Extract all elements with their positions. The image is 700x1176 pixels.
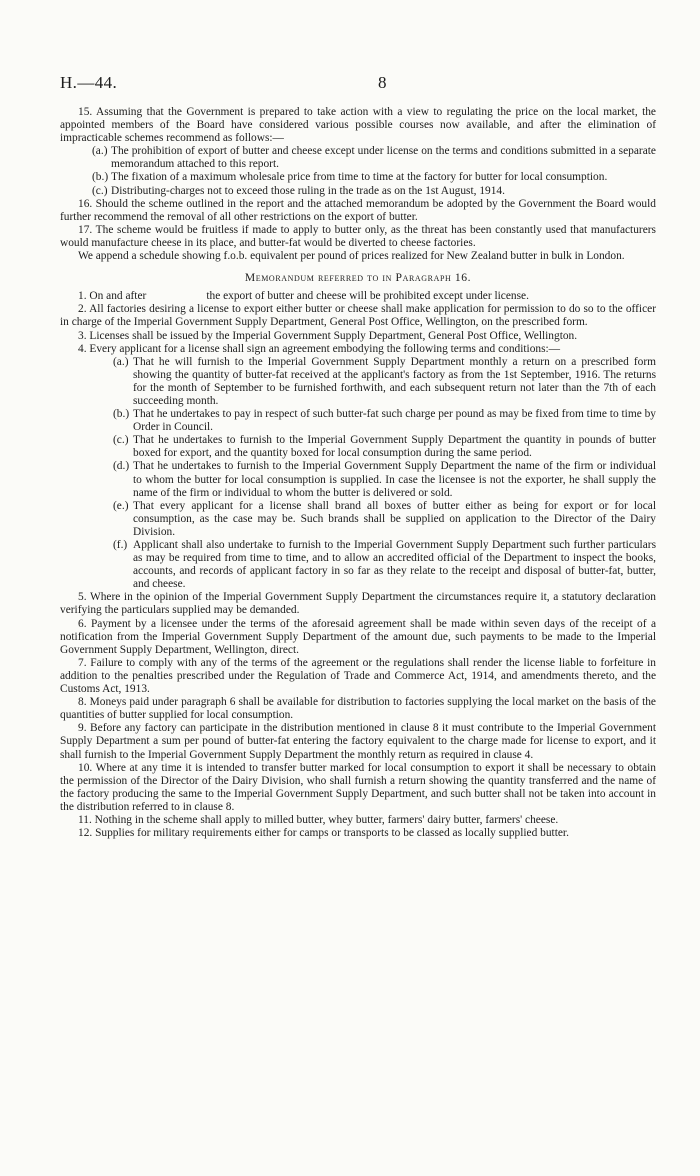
- memo-paragraph-9: 9. Before any factory can participate in the distribution mentioned in clause 8 it must contribute to the Imperial Government Supply Department a sum per pound of butter-fat entering the factory equivalent to the charge made for license to export, and it shall furnish to the Imperial Government Supply Department the monthly return as required in clause 4.: [60, 722, 656, 761]
- document-reference: H.—44.: [60, 73, 118, 92]
- memorandum-heading: Memorandum referred to in Paragraph 16.: [244, 271, 472, 285]
- paragraph-15: 15. Assuming that the Government is prepared to take action with a view to regulating the price on the local market, the appointed members of the Board have considered various possible courses now available, and after the elimination of impracticable schemes recommend as follows:—: [60, 106, 656, 145]
- memo-paragraph-12: 12. Supplies for military requirements either for camps or transports to be classed as locally supplied butter.: [78, 827, 569, 840]
- memo-paragraph-10: 10. Where at any time it is intended to transfer butter marked for local consumption to export it shall be necessary to obtain the permission of the Director of the Dairy Division, who shall furnish a return showing the quantity transferred and the name of the factory producing the same to the Imperial Government Supply Department, and such butter shall not be taken into account in the distribution referred to in clause 8.: [60, 761, 656, 813]
- agreement-term: (f.) Applicant shall also undertake to furnish to the Imperial Government Supply Department such further particulars as may be required from time to time, and to allow an accredited official of the Department to inspect the books, accounts, and records of applicant factory in so far as they relate to the receipt and disposal of butter-fat, butter, and cheese.: [113, 539, 656, 591]
- memo-paragraph-3: 3. Licenses shall be issued by the Imperial Government Supply Department, General Post Office, Wellington.: [78, 329, 578, 342]
- memo-paragraph-11: 11. Nothing in the scheme shall apply to milled butter, whey butter, farmers' dairy butter, farmers' cheese.: [78, 813, 559, 826]
- memo-paragraph-4: 4. Every applicant for a license shall sign an agreement embodying the following terms and conditions:—: [78, 342, 561, 355]
- paragraph-16: 16. Should the scheme outlined in the report and the attached memorandum be adopted by the Government the Board would further recommend the removal of all other restrictions on the export of butter.: [60, 197, 656, 223]
- document-body: [60, 106, 656, 840]
- paragraph-17: 17. The scheme would be fruitless if made to apply to butter only, as the threat has been constantly used that manufacturers would manufacture cheese in its place, and butter-fat would be diverted to cheese factories.: [60, 223, 656, 249]
- memo-paragraph-8: 8. Moneys paid under paragraph 6 shall be available for distribution to factories supplying the local market on the basis of the quantities of butter supplied for local consumption.: [60, 696, 656, 722]
- recommendation-item: (c.) Distributing-charges not to exceed those ruling in the trade as on the 1st August, 1914.: [92, 184, 505, 197]
- schedule-note: We append a schedule showing f.o.b. equivalent per pound of prices realized for New Zealand butter in bulk in London.: [78, 250, 625, 263]
- agreement-term: (b.) That he undertakes to pay in respect of such butter-fat such charge per pound as may be fixed from time to time by Order in Council.: [113, 408, 656, 434]
- memo-paragraph-6: 6. Payment by a licensee under the terms of the aforesaid agreement shall be made within seven days of the receipt of a notification from the Imperial Government Supply Department of the amount due, such payments to be made to the Imperial Government Supply Department, Wellington, direct.: [60, 617, 656, 656]
- memo-paragraph-1: 1. On and after the export of butter and cheese will be prohibited except under license.: [78, 290, 529, 303]
- page-header: [60, 73, 656, 95]
- memo-paragraph-5: 5. Where in the opinion of the Imperial Government Supply Department the circumstances require it, a statutory declaration verifying the particulars supplied may be demanded.: [60, 591, 656, 617]
- memo-paragraph-2: 2. All factories desiring a license to export either butter or cheese shall make application for permission to do so to the officer in charge of the Imperial Government Supply Department, General Post Office, Wellington, on the prescribed form.: [60, 303, 656, 329]
- recommendation-item: (a.) The prohibition of export of butter and cheese except under license on the terms and conditions submitted in a separate memorandum attached to this report.: [92, 145, 656, 171]
- page-number: 8: [378, 73, 387, 92]
- recommendation-item: (b.) The fixation of a maximum wholesale price from time to time at the factory for butter for local consumption.: [92, 171, 608, 184]
- memo-paragraph-7: 7. Failure to comply with any of the terms of the agreement or the regulations shall render the license liable to forfeiture in addition to the penalties prescribed under the Regulation of Trade and Commerce Act, 1914, and amendments thereto, and the Customs Act, 1913.: [60, 656, 656, 696]
- agreement-term: (d.) That he undertakes to furnish to the Imperial Government Supply Department the name of the firm or individual to whom the butter for local consumption is supplied. In case the licensee is not the exporter, he shall supply the name of the firm or individual to whom the butter is delivered or sold.: [113, 460, 656, 499]
- agreement-terms-list: [60, 356, 656, 592]
- agreement-term: (e.) That every applicant for a license shall brand all boxes of butter either as being for export or for local consumption, as the case may be. Such brands shall be supplied on application to the Director of the Dairy Division.: [113, 499, 656, 538]
- recommendations-list: [60, 145, 656, 197]
- agreement-term: (c.) That he undertakes to furnish to the Imperial Government Supply Department the quantity in pounds of butter boxed for export, and the quantity boxed for local consumption during the same period.: [113, 434, 656, 460]
- agreement-term: (a.) That he will furnish to the Imperial Government Supply Department monthly a return on a prescribed form showing the quantity of butter-fat received at the applicant's factory as from the 1st September, 1916. The returns for the month of September to be furnished forthwith, and each subsequent return not later than the 7th of each succeeding month.: [113, 355, 656, 407]
